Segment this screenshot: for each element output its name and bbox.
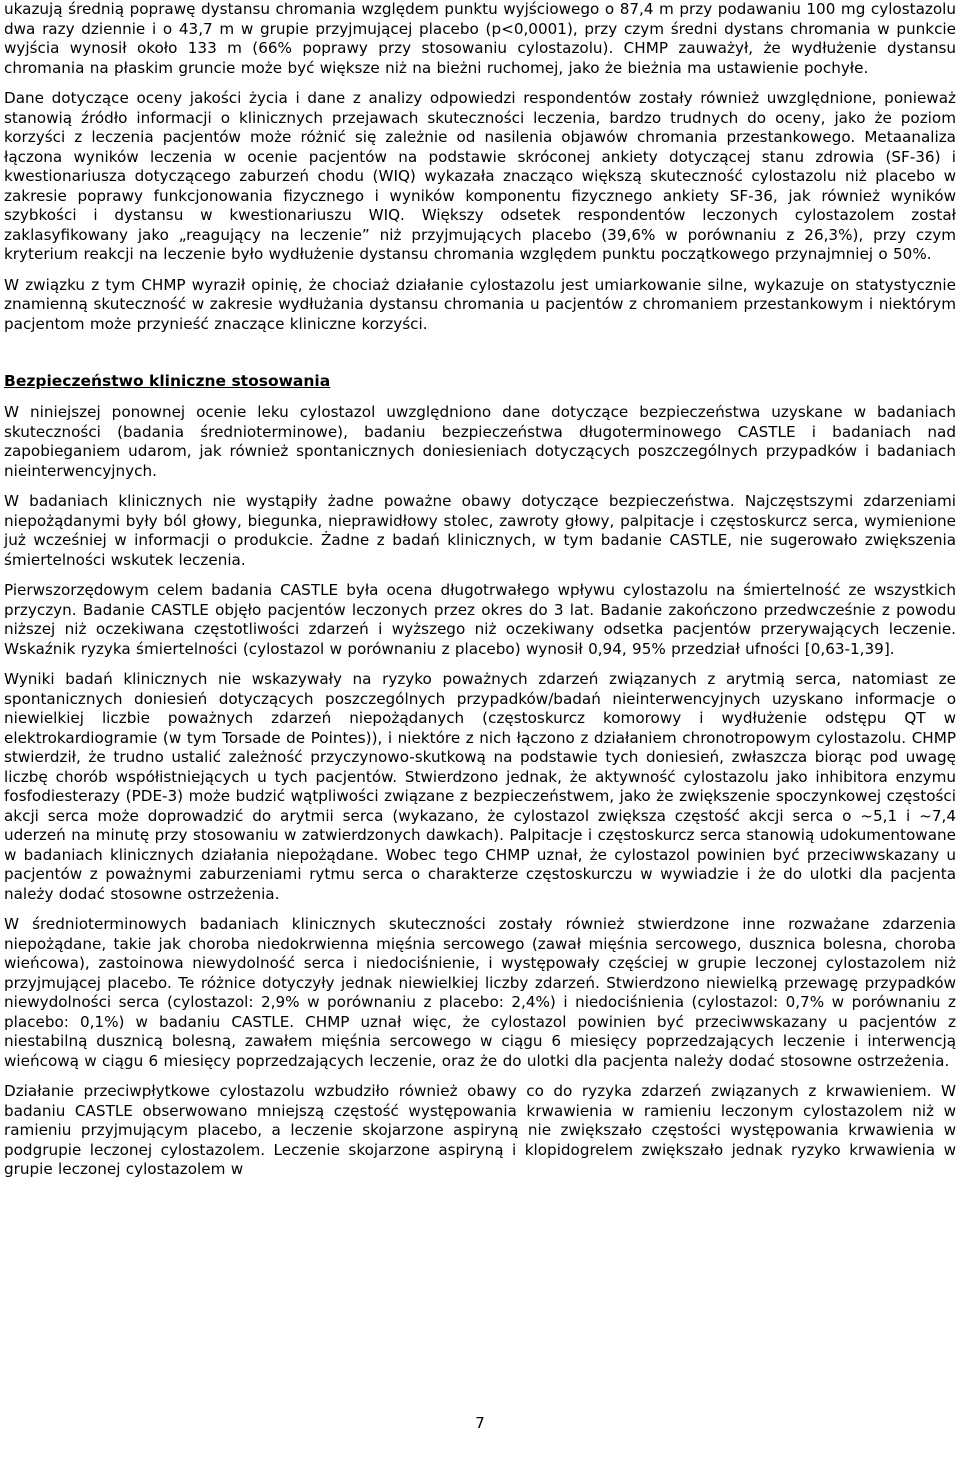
paragraph-arrhythmia-risk: Wyniki badań klinicznych nie wskazywały na ryzyko poważnych zdarzeń związanych z arytmią serca, natomiast ze spontanicznych doniesień dotyczących poszczególnych przypadków/badań nieinterwencyjnych uzyskano informacje o niewielkiej liczbie poważnych zdarzeń niepożądanych (częstoskurcz komorowy i wydłużenie odstępu QT w elektrokardiogramie (w tym Torsade de Pointes)), i niektóre z nich łączono z działaniem chronotropowym cylostazolu. CHMP stwierdził, że trudno ustalić zależność przyczynowo-skutkową na podstawie tych doniesień, zwłaszcza biorąc pod uwagę liczbę chorób współistniejących u tych pacjentów. Stwierdzono jednak, że aktywność cylostazolu jako inhibitora enzymu fosfodiesterazy (PDE-3) może budzić wątpliwości związane z bezpieczeństwem, jako że zwiększenie spoczynkowej częstości akcji serca może doprowadzić do arytmii serca (wykazano, że cylostazol zwiększa częstość akcji serca o ~5,1 i ~7,4 uderzeń na minutę przy stosowaniu w zatwierdzonych dawkach). Palpitacje i częstoskurcz serca stanowią udokumentowane w badaniach klinicznych działania niepożądane. Wobec tego CHMP uznał, że cylostazol powinien być przeciwwskazany u pacjentów z poważnymi zaburzeniami rytmu serca o charakterze częstoskurczu w wywiadzie i że do ulotki dla pacjenta należy dodać stosowne ostrzeżenia. — [4, 670, 956, 903]
paragraph-adverse-events: W badaniach klinicznych nie wystąpiły żadne poważne obawy dotyczące bezpieczeństwa. Najczęstszymi zdarzeniami niepożądanymi były ból głowy, biegunka, nieprawidłowy stolec, zawroty głowy, palpitacje i częstoskurcz serca, wymienione już wcześniej w informacji o produkcie. Żadne z badań klinicznych, w tym badanie CASTLE, nie sugerowało zwiększenia śmiertelności wskutek leczenia. — [4, 492, 956, 569]
paragraph-safety-data-sources: W niniejszej ponownej ocenie leku cylostazol uwzględniono dane dotyczące bezpieczeństwa uzyskane w badaniach skuteczności (badania średnioterminowe), badaniu bezpieczeństwa długoterminowego CASTLE i badaniach nad zapobieganiem udarom, jak również spontanicznych doniesieniach dotyczących poszczególnych przypadków i badaniach nieinterwencyjnych. — [4, 403, 956, 480]
paragraph-chmp-opinion-efficacy: W związku z tym CHMP wyraził opinię, że chociaż działanie cylostazolu jest umiarkowanie silne, wykazuje on statystycznie znamienną skuteczność w zakresie wydłużania dystansu chromania u pacjentów z chromaniem przestankowym i niektórym pacjentom może przynieść znaczące kliniczne korzyści. — [4, 275, 956, 333]
paragraph-quality-of-life: Dane dotyczące oceny jakości życia i dane z analizy odpowiedzi respondentów zostały również uwzględnione, ponieważ stanowią źródło informacji o klinicznych przejawach skuteczności leczenia, bardzo trudnych do oceny, jako że poziom korzyści z leczenia pacjentów może różnić się zależnie od nasilenia objawów chromania przestankowego. Metaanaliza łączona wyników leczenia w ocenie pacjentów na podstawie skróconej ankiety dotyczącej stanu zdrowia (SF-36) i kwestionariusza dotyczącego zaburzeń chodu (WIQ) wykazała znacząco większą skuteczność cylostazolu niż placebo w zakresie poprawy funkcjonowania fizycznego i wyników komponentu fizycznego ankiety SF-36, jak również wyników szybkości i dystansu w kwestionariuszu WIQ. Większy odsetek respondentów leczonych cylostazolem został zaklasyfikowany jako „reagujący na leczenie” niż przyjmujących placebo (39,6% w porównaniu z 26,3%), przy czym kryterium reakcji na leczenie było wydłużenie dystansu chromania względem punktu początkowego przynajmniej o 50%. — [4, 89, 956, 263]
document-page — [4, 0, 956, 1180]
paragraph-bleeding-risk: Działanie przeciwpłytkowe cylostazolu wzbudziło również obawy co do ryzyka zdarzeń związanych z krwawieniem. W badaniu CASTLE obserwowano mniejszą częstość występowania krwawienia w ramieniu leczonym cylostazolem niż w ramieniu przyjmującym placebo, a leczenie skojarzone aspiryną nie zwiększało częstości występowania krwawienia w podgrupie leczonej cylostazolem. Leczenie skojarzone aspiryną i klopidogrelem zwiększało jednak ryzyko krwawienia w grupie leczonej cylostazolem w — [4, 1082, 956, 1178]
paragraph-castle-study: Pierwszorzędowym celem badania CASTLE była ocena długotrwałego wpływu cylostazolu na śmiertelność ze wszystkich przyczyn. Badanie CASTLE objęło pacjentów leczonych przez okres do 3 lat. Badanie zakończono przedwcześnie z powodu niższej niż oczekiwana częstotliwości zdarzeń i wyższego niż oczekiwany odsetka pacjentów przerywających leczenie. Wskaźnik ryzyka śmiertelności (cylostazol w porównaniu z placebo) wynosił 0,94, 95% przedział ufności [0,63-1,39]. — [4, 581, 956, 658]
page-number: 7 — [475, 1414, 485, 1432]
section-heading-clinical-safety: Bezpieczeństwo kliniczne stosowania — [4, 372, 331, 390]
paragraph-ischemic-events: W średnioterminowych badaniach klinicznych skuteczności zostały również stwierdzone inne rozważane zdarzenia niepożądane, takie jak choroba niedokrwienna mięśnia sercowego (zawał mięśnia sercowego, dusznica bolesna, choroba wieńcowa), zastoinowa niewydolność serca i niedociśnienie, i występowały częściej w grupie leczonej cylostazolem niż przyjmującej placebo. Te różnice dotyczyły jednak niewielkiej liczby zdarzeń. Stwierdzono niewielką przewagę przypadków niewydolności serca (cylostazol: 2,9% w porównaniu z placebo: 2,4%) i niedociśnienia (cylostazol: 0,7% w porównaniu z placebo: 0,1%) w badaniu CASTLE. CHMP uznał więc, że cylostazol powinien być przeciwwskazany u pacjentów z niestabilną dusznicą bolesną, zawałem mięśnia sercowego w ciągu 6 miesięcy poprzedzających leczenie i interwencją wieńcową w ciągu 6 miesięcy poprzedzających leczenie, oraz że do ulotki dla pacjenta należy dodać stosowne ostrzeżenia. — [4, 915, 956, 1070]
paragraph-efficacy-results: ukazują średnią poprawę dystansu chromania względem punktu wyjściowego o 87,4 m przy podawaniu 100 mg cylostazolu dwa razy dziennie i o 43,7 m w grupie przyjmującej placebo (p<0,0001), przy czym średni dystans chromania w punkcie wyjścia wynosił około 133 m (66% poprawy przy stosowaniu cylostazolu). CHMP zauważył, że wydłużenie dystansu chromania na płaskim gruncie może być większe niż na bieżni ruchomej, jako że bieżnia ma ustawienie pochyłe. — [4, 0, 956, 77]
